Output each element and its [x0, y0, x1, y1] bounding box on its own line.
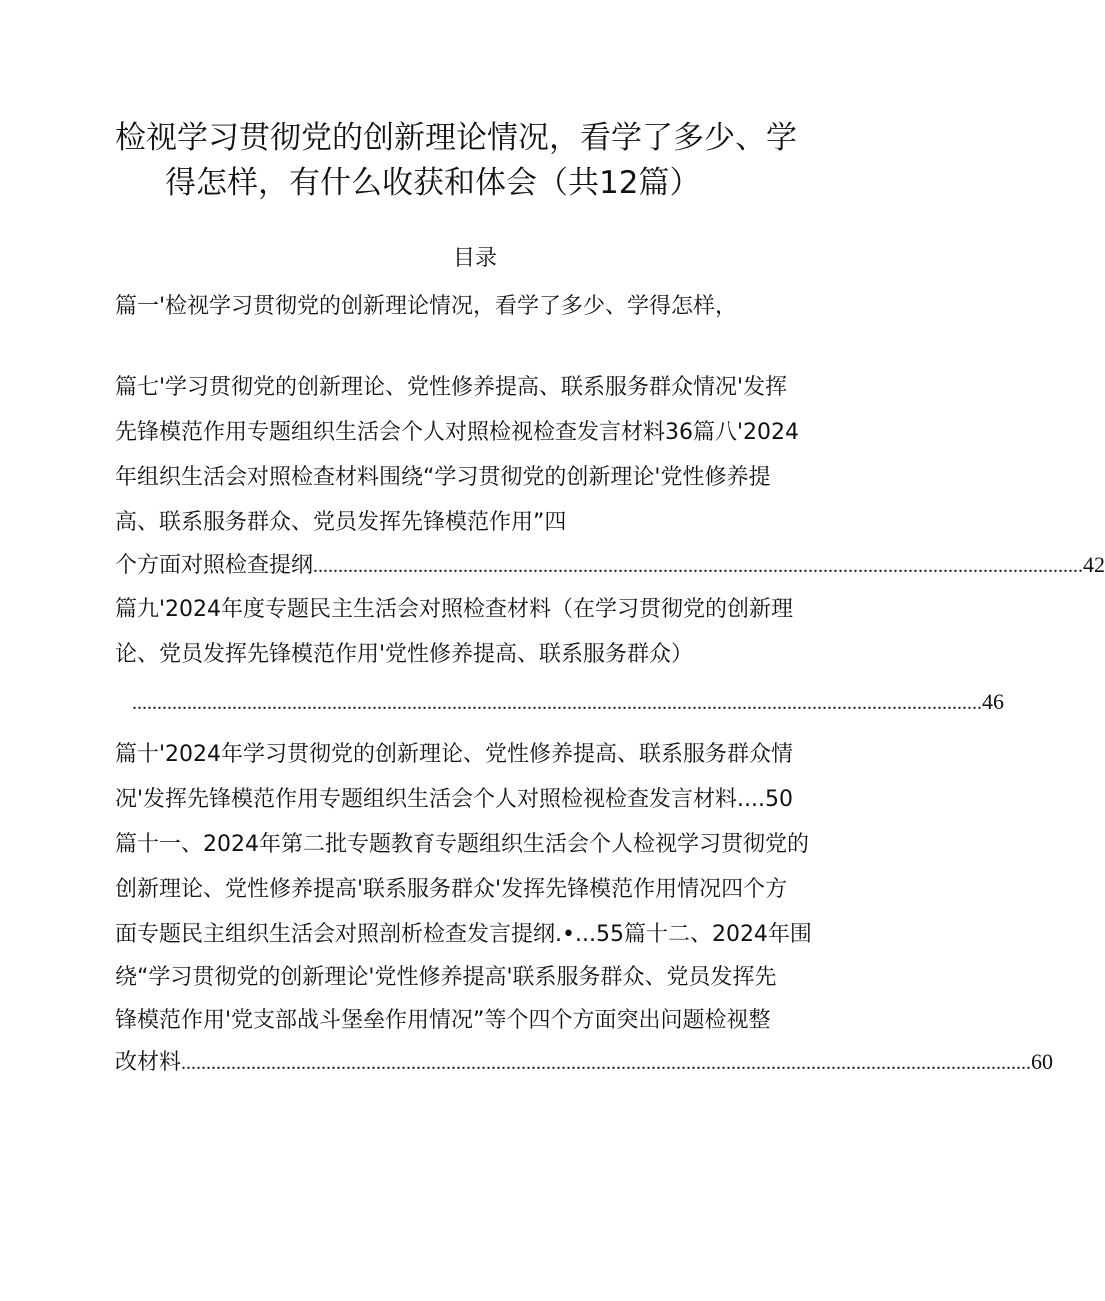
- toc-line: 年组织生活会对照检查材料围绕“学习贯彻党的创新理论'党性修养提: [115, 465, 771, 490]
- toc-entry-text: 个方面对照检查提纲: [115, 553, 314, 578]
- toc-line: 绕“学习贯彻党的创新理论'党性修养提高'联系服务群众、党员发挥先: [115, 965, 777, 990]
- dot-leader: ..........................................................................................................................................................................: [132, 692, 982, 714]
- toc-line: 篇七'学习贯彻党的创新理论、党性修养提高、联系服务群众情况'发挥: [115, 375, 788, 400]
- toc-line: 篇一'检视学习贯彻党的创新理论情况，看学了多少、学得怎样，: [115, 294, 738, 319]
- toc-line: 先锋模范作用专题组织生活会个人对照检视检查发言材料36篇八'2024: [115, 420, 800, 445]
- toc-heading: 目录: [452, 246, 497, 271]
- toc-entry-text: 改材料: [115, 1050, 182, 1075]
- toc-line: 创新理论、党性修养提高'联系服务群众'发挥先锋模范作用情况四个方: [115, 877, 788, 902]
- toc-entry-with-page: [115, 1047, 1054, 1078]
- document-title-line-1: 检视学习贯彻党的创新理论情况，看学了多少、学: [115, 120, 797, 156]
- toc-page-number: 46: [982, 689, 1004, 714]
- toc-line: 面专题民主组织生活会对照剖析检查发言提纲.•...55篇十二、2024年围: [115, 922, 812, 947]
- toc-page-number: 42: [1083, 552, 1105, 577]
- toc-entry-with-page: [132, 687, 1004, 718]
- toc-line: 篇九'2024年度专题民主生活会对照检查材料（在学习贯彻党的创新理: [115, 597, 794, 622]
- toc-line: 篇十一、2024年第二批专题教育专题组织生活会个人检视学习贯彻党的: [115, 832, 809, 857]
- toc-line: 锋模范作用'党支部战斗堡垒作用情况”等个四个方面突出问题检视整: [115, 1008, 771, 1033]
- dot-leader: ..........................................................................................................................................................: [313, 555, 1084, 577]
- document-title-line-2: 得怎样，有什么收获和体会（共12篇）: [165, 165, 701, 201]
- toc-entry-with-page: [115, 550, 1105, 581]
- toc-line: 高、联系服务群众、党员发挥先锋模范作用”四: [115, 510, 567, 535]
- toc-line: 论、党员发挥先锋模范作用'党性修养提高、联系服务群众）: [115, 642, 694, 667]
- toc-line: 篇十'2024年学习贯彻党的创新理论、党性修养提高、联系服务群众情: [115, 742, 794, 767]
- toc-page-number: 60: [1031, 1049, 1054, 1074]
- dot-leader: ..........................................................................................................................................................................: [181, 1052, 1032, 1074]
- toc-line: 况'发挥先锋模范作用专题组织生活会个人对照检视检查发言材料....50: [115, 787, 794, 812]
